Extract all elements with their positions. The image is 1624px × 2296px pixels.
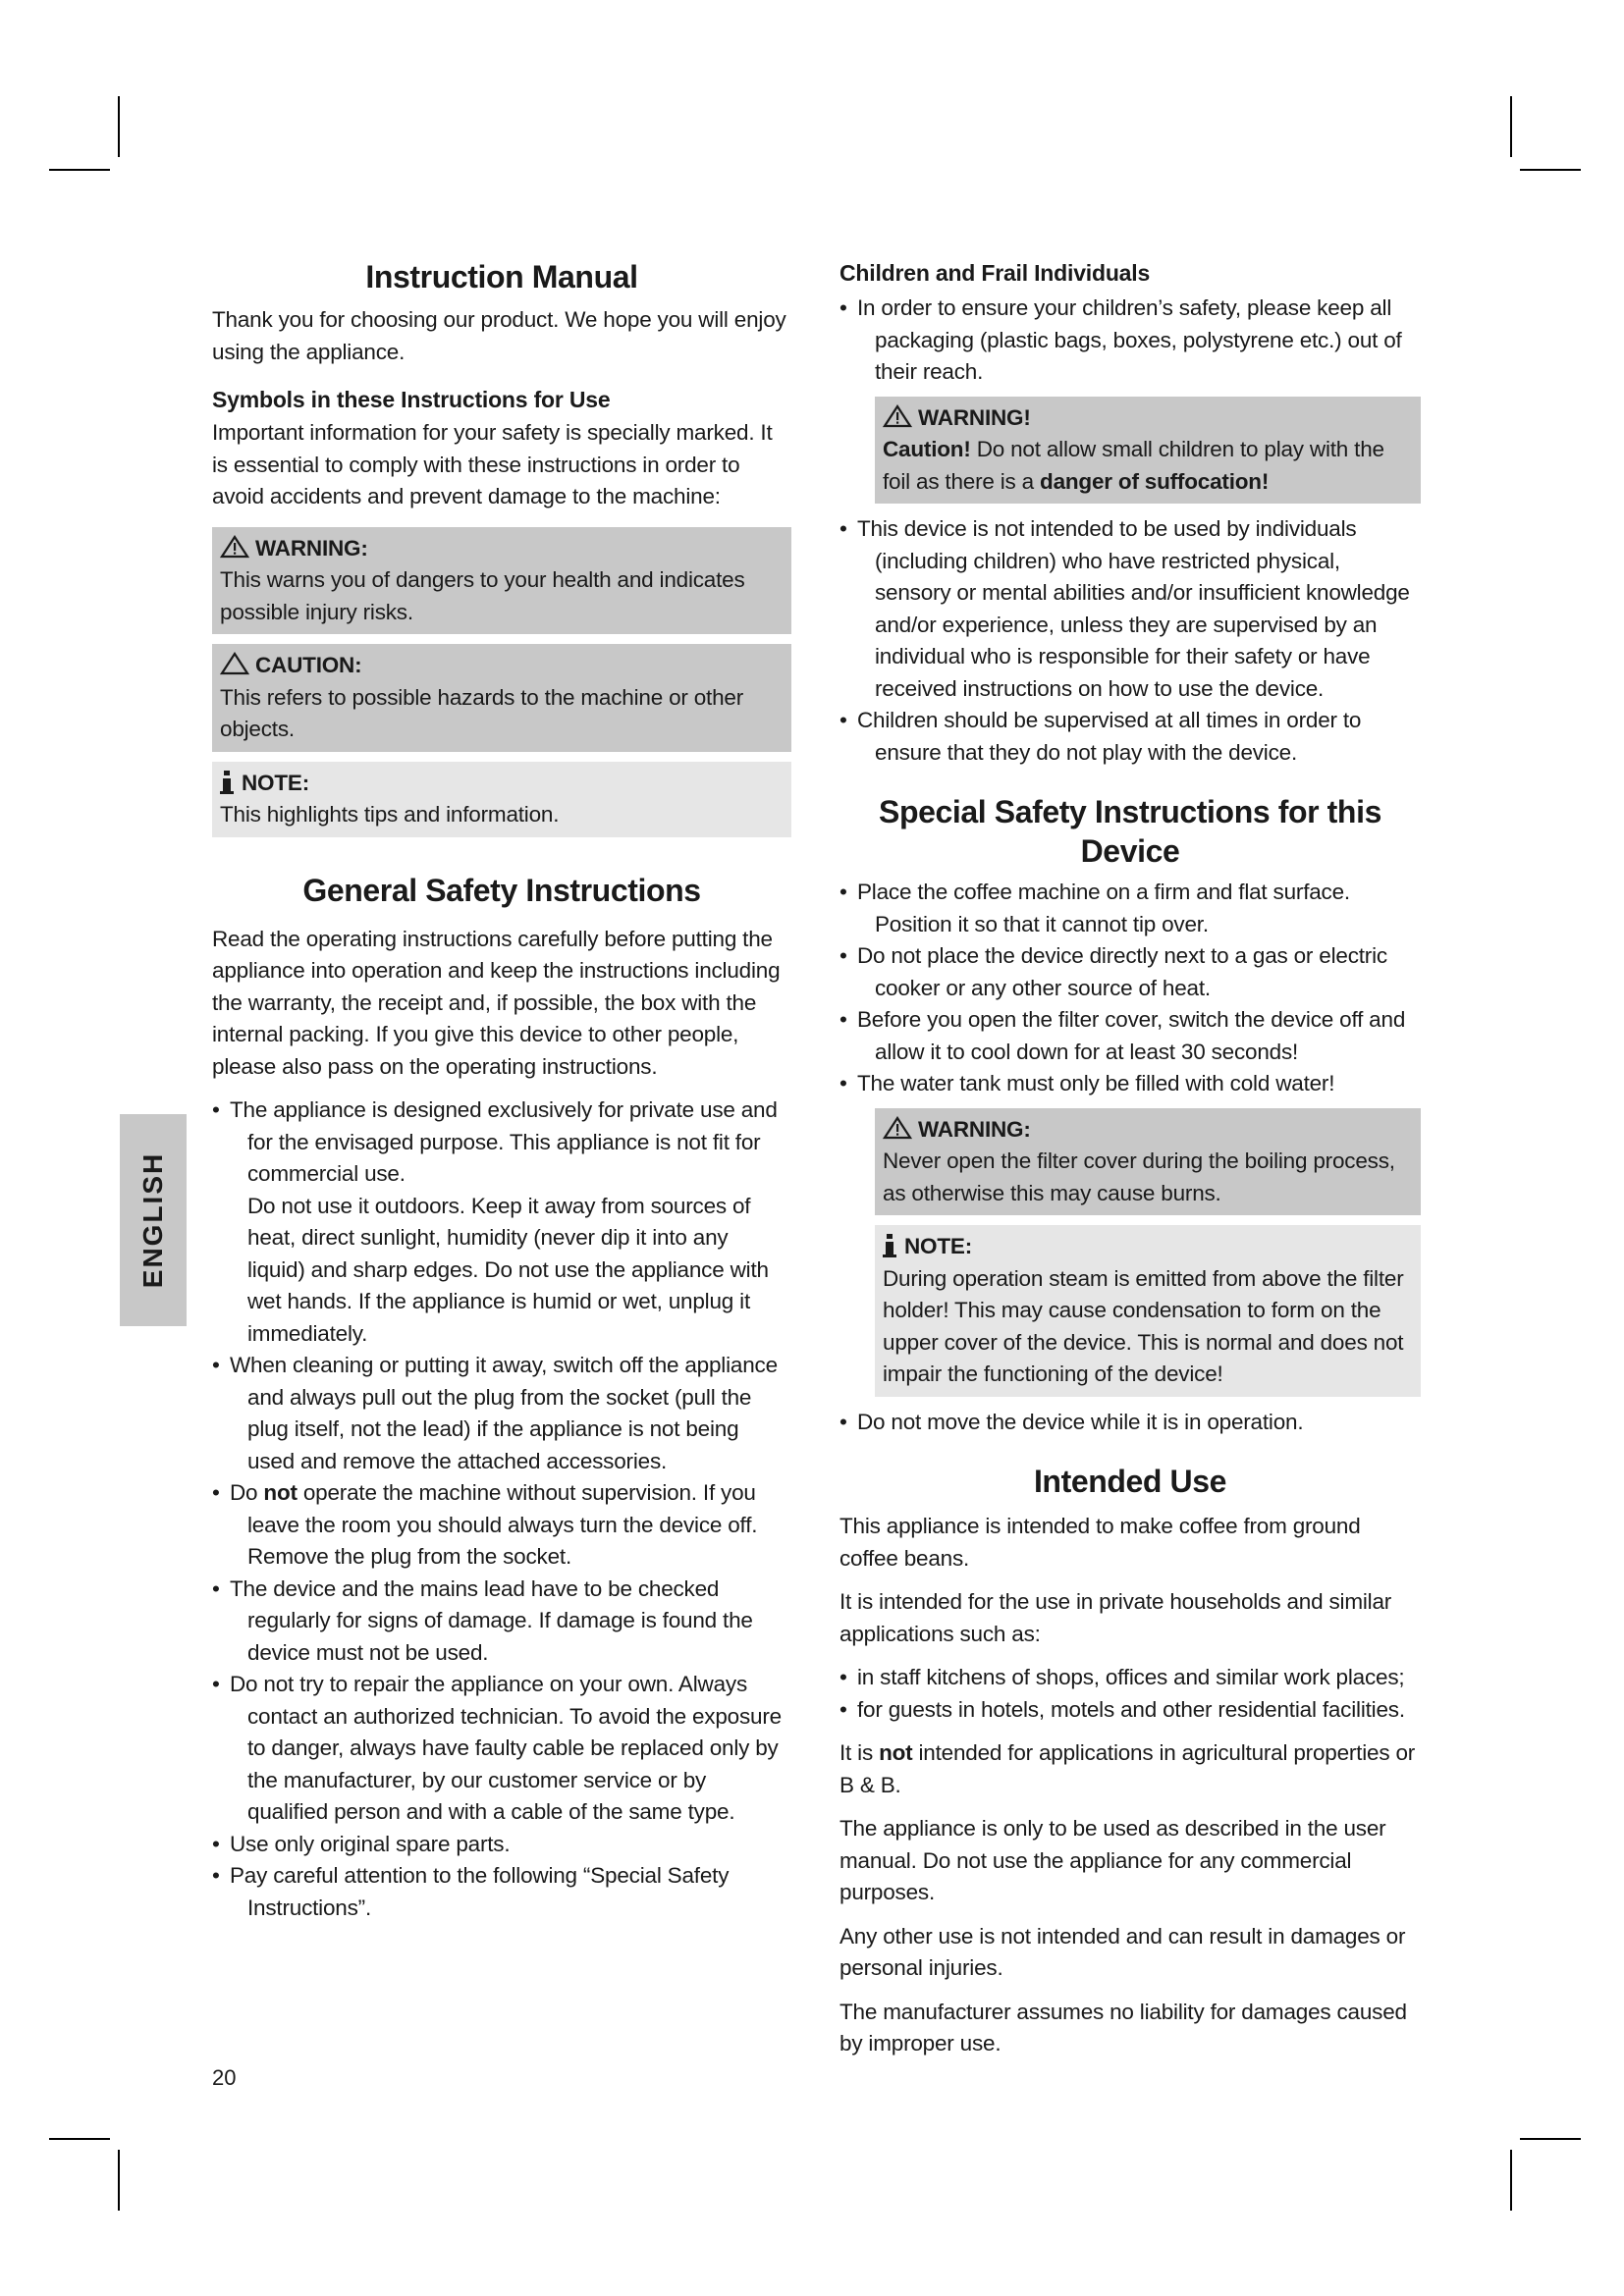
- list-item: • Do not place the device directly next to a gas or electric cooker or any other source of heat.: [839, 940, 1421, 1004]
- crop-mark: [1510, 2150, 1512, 2211]
- language-tab-label: ENGLISH: [137, 1151, 168, 1289]
- intended-use-list: [839, 1662, 1421, 1726]
- warning-text: This warns you of dangers to your health and indicates possible injury risks.: [220, 567, 745, 624]
- info-icon: [220, 770, 234, 795]
- steam-note-text: During operation steam is emitted from above the filter holder! This may cause condensation to form on the upper cover of the device. This is normal and does not impair the functioning of the device!: [883, 1265, 1404, 1386]
- right-column: [839, 257, 1421, 2060]
- warning-triangle-icon: [883, 1116, 912, 1140]
- caution-text: This refers to possible hazards to the machine or other objects.: [220, 684, 744, 741]
- list-item: • Do not move the device while it is in operation.: [839, 1407, 1421, 1439]
- general-safety-title: General Safety Instructions: [302, 872, 701, 908]
- list-item: • When cleaning or putting it away, switch off the appliance and always pull out the plug from the socket (pull the plug itself, not the lead) if the appliance is not being used and remove the attached accessories.: [212, 1350, 791, 1477]
- intended-text-4: The appliance is only to be used as described in the user manual. Do not use the appliance for any commercial purposes.: [839, 1816, 1386, 1904]
- list-item: • The device and the mains lead have to be checked regularly for signs of damage. If damage is found the device must not be used.: [212, 1574, 791, 1670]
- general-safety-list: [212, 1095, 791, 1924]
- list-item: • Use only original spare parts.: [212, 1829, 791, 1861]
- special-safety-list-continued: [839, 1407, 1421, 1439]
- note-title: NOTE:: [904, 1234, 972, 1258]
- warning-triangle-icon: [220, 535, 249, 559]
- crop-mark: [118, 96, 120, 157]
- list-item: • The water tank must only be filled with cold water!: [839, 1068, 1421, 1100]
- list-item: • Children should be supervised at all times in order to ensure that they do not play with the device.: [839, 705, 1421, 769]
- list-item: • In order to ensure your children’s safety, please keep all packaging (plastic bags, boxes, polystyrene etc.) out of their reach.: [839, 293, 1421, 389]
- left-column: [212, 257, 791, 1924]
- special-safety-title: Special Safety Instructions for this Device: [879, 794, 1381, 869]
- list-item: • Do not try to repair the appliance on your own. Always contact an authorized technician. To avoid the exposure to danger, always have faulty cable be replaced only by the manufacturer, by our customer service or by qualified person and with a cable of the same type.: [212, 1669, 791, 1829]
- info-icon: [883, 1233, 896, 1258]
- list-item: • Place the coffee machine on a firm and flat surface. Position it so that it cannot tip over.: [839, 877, 1421, 940]
- crop-mark: [118, 2150, 120, 2211]
- crop-mark: [1520, 2138, 1581, 2140]
- language-tab: [120, 1114, 187, 1326]
- general-intro: Read the operating instructions carefully before putting the appliance into operation and keep the instructions including the warranty, the receipt and, if possible, the box with the internal packing. If you give this device to other people, please also pass on the operating instructions.: [212, 926, 781, 1079]
- list-item: • for guests in hotels, motels and other residential facilities.: [839, 1694, 1421, 1727]
- list-item: • in staff kitchens of shops, offices and similar work places;: [839, 1662, 1421, 1694]
- list-item: • This device is not intended to be used by individuals (including children) who have restricted physical, sensory or mental abilities and/or insufficient knowledge and/or experience, unless they are supervised by an individual who is responsible for their safety or have received instructions on how to use the device.: [839, 513, 1421, 705]
- instruction-manual-title: Instruction Manual: [365, 259, 638, 294]
- crop-mark: [1520, 169, 1581, 171]
- caution-triangle-icon: [220, 652, 249, 675]
- special-safety-list: [839, 877, 1421, 1100]
- list-item: • Do not operate the machine without supervision. If you leave the room you should always turn the device off. Remove the plug from the socket.: [212, 1477, 791, 1574]
- suffocation-warning-text: Caution! Do not allow small children to play with the foil as there is a danger of suffocation!: [883, 437, 1384, 494]
- intended-text-1: This appliance is intended to make coffee from ground coffee beans.: [839, 1514, 1361, 1571]
- children-list: [839, 293, 1421, 389]
- warning-triangle-icon: [883, 404, 912, 428]
- crop-mark: [49, 2138, 110, 2140]
- intro-text: Thank you for choosing our product. We hope you will enjoy using the appliance.: [212, 307, 786, 364]
- intended-text-6: The manufacturer assumes no liability for damages caused by improper use.: [839, 1999, 1407, 2056]
- suffocation-warning-box: [875, 397, 1421, 505]
- note-box: [212, 762, 791, 837]
- intended-text-2: It is intended for the use in private households and similar applications such as:: [839, 1589, 1392, 1646]
- children-heading: Children and Frail Individuals: [839, 260, 1151, 286]
- warning-title: WARNING:: [255, 535, 368, 561]
- warning-title: WARNING:: [918, 1116, 1031, 1142]
- caution-title: CAUTION:: [255, 653, 362, 677]
- crop-mark: [49, 169, 110, 171]
- children-list-continued: [839, 513, 1421, 769]
- warning-title: WARNING!: [918, 404, 1031, 430]
- list-item: • Pay careful attention to the following “Special Safety Instructions”.: [212, 1860, 791, 1924]
- warning-box: [212, 527, 791, 635]
- intended-text-5: Any other use is not intended and can result in damages or personal injuries.: [839, 1923, 1406, 1980]
- burn-warning-text: Never open the filter cover during the boiling process, as otherwise this may cause burns.: [883, 1148, 1395, 1205]
- list-item: • The appliance is designed exclusively for private use and for the envisaged purpose. This appliance is not fit for commercial use. Do not use it outdoors. Keep it away from sources of heat, direct sunlight, humidity (never dip it into any liquid) and sharp edges. Do not use the appliance with wet hands. If the appliance is humid or wet, unplug it immediately.: [212, 1095, 791, 1350]
- note-text: This highlights tips and information.: [220, 802, 560, 827]
- page-number: 20: [212, 2065, 237, 2090]
- steam-note-box: [875, 1225, 1421, 1397]
- symbols-text: Important information for your safety is specially marked. It is essential to comply with these instructions in order to avoid accidents and prevent damage to the machine:: [212, 420, 773, 508]
- note-title: NOTE:: [242, 770, 309, 795]
- burn-warning-box: [875, 1108, 1421, 1216]
- caution-box: [212, 644, 791, 752]
- symbols-heading: Symbols in these Instructions for Use: [212, 387, 611, 412]
- intended-text-3: It is not intended for applications in agricultural properties or B & B.: [839, 1740, 1416, 1797]
- crop-mark: [1510, 96, 1512, 157]
- intended-use-title: Intended Use: [1033, 1464, 1227, 1499]
- list-item: • Before you open the filter cover, switch the device off and allow it to cool down for at least 30 seconds!: [839, 1004, 1421, 1068]
